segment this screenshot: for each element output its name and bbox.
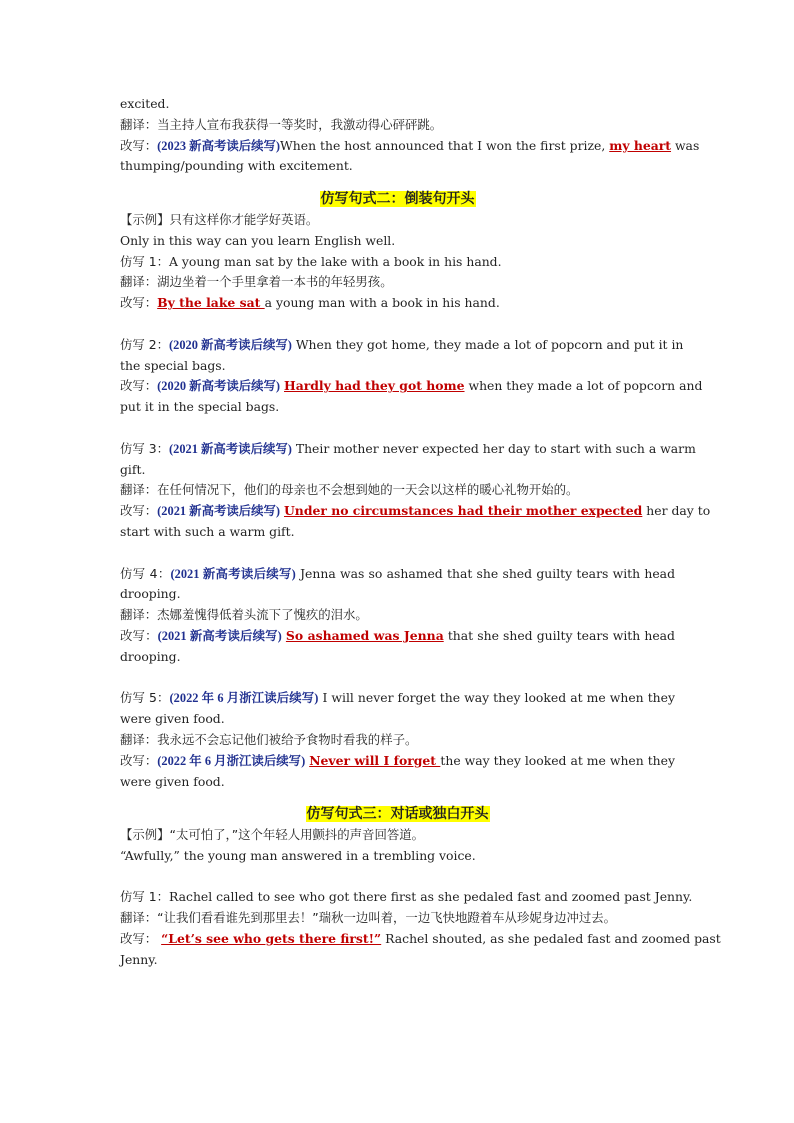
exercise-label: 仿写 5：: [120, 690, 170, 706]
source-tag: (2021 新高考读后续写): [169, 441, 292, 456]
exercise-text: When they got home, they made a lot of popcorn and put it in: [291, 336, 684, 352]
exercise-label: 仿写 1：: [120, 253, 169, 269]
exercise-label: 仿写 1：: [120, 889, 169, 905]
section-heading: [120, 189, 675, 210]
translation-line: 翻译：湖边坐着一个手里拿着一本书的年轻男孩。: [120, 274, 393, 290]
rewrite-text: was: [671, 137, 700, 153]
exercise-line: [120, 688, 675, 709]
exercise-line: [120, 252, 675, 273]
rewrite-text: Rachel shouted, as she pedaled fast and zoomed past: [381, 931, 721, 947]
exercise-line: [120, 887, 693, 908]
example-label: 【示例】“太可怕了，”这个年轻人用颤抖的声音回答道。: [120, 827, 425, 843]
exercise-line: [120, 564, 675, 585]
exercise-text: Rachel called to see who got there first as she pedaled fast and zoomed past Jenny.: [169, 889, 693, 905]
highlight-phrase: Under no circumstances had their mother expected: [284, 503, 643, 519]
source-tag: (2021 新高考读后续写): [170, 566, 296, 581]
rewrite-text: her day to: [642, 503, 711, 519]
translation-line: 翻译：杰娜羞愧得低着头流下了愧疚的泪水。: [120, 607, 368, 623]
rewrite-line: [120, 136, 700, 157]
rewrite-line: [120, 376, 703, 397]
rewrite-line: [120, 626, 675, 647]
exercise-label: 仿写 3：: [120, 440, 169, 456]
highlight-phrase: Hardly had they got home: [284, 378, 465, 394]
section-heading-text: 仿写句式二：倒装句开头: [320, 191, 475, 208]
rewrite-label: 改写：: [120, 627, 158, 643]
rewrite-text: that she shed guilty tears with head: [443, 627, 675, 643]
translation-line: 翻译：当主持人宣布我获得一等奖时，我激动得心砰砰跳。: [120, 116, 443, 132]
source-tag: (2023 新高考读后续写): [157, 138, 281, 153]
rewrite-continuation: Jenny.: [120, 951, 158, 967]
rewrite-text: the way they looked at me when they: [440, 752, 675, 768]
rewrite-label: 改写：: [120, 295, 158, 311]
rewrite-text: when they made a lot of popcorn and: [464, 378, 703, 394]
rewrite-continuation: were given food.: [120, 773, 225, 789]
exercise-label: 仿写 4：: [120, 565, 171, 581]
rewrite-text: a young man with a book in his hand.: [264, 295, 500, 311]
exercise-line: [120, 335, 684, 356]
exercise-continuation: the special bags.: [120, 357, 226, 373]
exercise-text: A young man sat by the lake with a book in his hand.: [169, 253, 502, 269]
rewrite-label: 改写：: [120, 503, 158, 519]
highlight-phrase: my heart: [609, 137, 672, 153]
rewrite-line: [120, 929, 721, 950]
translation-line: 翻译：在任何情况下，他们的母亲也不会想到她的一天会以这样的暖心礼物开始的。: [120, 482, 579, 498]
rewrite-continuation: put it in the special bags.: [120, 399, 280, 415]
highlight-phrase: Never will I forget: [309, 752, 441, 768]
exercise-continuation: gift.: [120, 461, 146, 477]
rewrite-text: When the host announced that I won the first prize,: [280, 137, 610, 153]
source-tag: (2022 年 6 月浙江读后续写): [157, 753, 306, 768]
exercise-text: Jenna was so ashamed that she shed guilty tears with head: [295, 565, 675, 581]
rewrite-label: 改写：: [120, 378, 158, 394]
continued-line: excited.: [120, 96, 170, 111]
source-tag: (2021 新高考读后续写): [157, 504, 281, 519]
source-tag: (2020 新高考读后续写): [157, 379, 281, 394]
section-heading-text: 仿写句式三：对话或独白开头: [306, 806, 489, 823]
translation-line: 翻译：我永远不会忘记他们被给予食物时看我的样子。: [120, 731, 418, 747]
rewrite-continuation: start with such a warm gift.: [120, 523, 295, 539]
section-heading: [120, 804, 675, 825]
source-tag: (2020 新高考读后续写): [169, 337, 292, 352]
source-tag: (2021 新高考读后续写): [157, 628, 282, 643]
rewrite-continuation: drooping.: [120, 648, 181, 664]
exercise-continuation: were given food.: [120, 711, 225, 727]
exercise-text: Their mother never expected her day to start with such a warm: [291, 440, 696, 456]
highlight-phrase: So ashamed was Jenna: [285, 627, 444, 643]
exercise-line: [120, 439, 696, 460]
translation-line: 翻译：“让我们看看谁先到那里去！”瑞秋一边叫着，一边飞快地蹬着车从珍妮身边冲过去。: [120, 910, 617, 926]
exercise-label: 仿写 2：: [120, 336, 169, 352]
rewrite-label: 改写：: [120, 752, 158, 768]
highlight-phrase: By the lake sat: [157, 295, 265, 311]
highlight-phrase: “Let’s see who gets there first!”: [161, 931, 382, 947]
example-label: 【示例】只有这样你才能学好英语。: [120, 211, 319, 227]
rewrite-line: [120, 751, 675, 772]
example-english: Only in this way can you learn English well.: [120, 232, 396, 248]
rewrite-label: 改写：: [120, 931, 158, 947]
rewrite-label: 改写：: [120, 137, 158, 153]
source-tag: (2022 年 6 月浙江读后续写): [169, 691, 319, 706]
rewrite-line: [120, 501, 711, 522]
example-english: “Awfully,” the young man answered in a trembling voice.: [120, 847, 476, 863]
document-page: [120, 94, 721, 971]
exercise-continuation: drooping.: [120, 586, 181, 602]
rewrite-continuation: thumping/pounding with excitement.: [120, 158, 353, 174]
rewrite-line: [120, 293, 675, 314]
exercise-text: I will never forget the way they looked at me when they: [318, 690, 675, 706]
